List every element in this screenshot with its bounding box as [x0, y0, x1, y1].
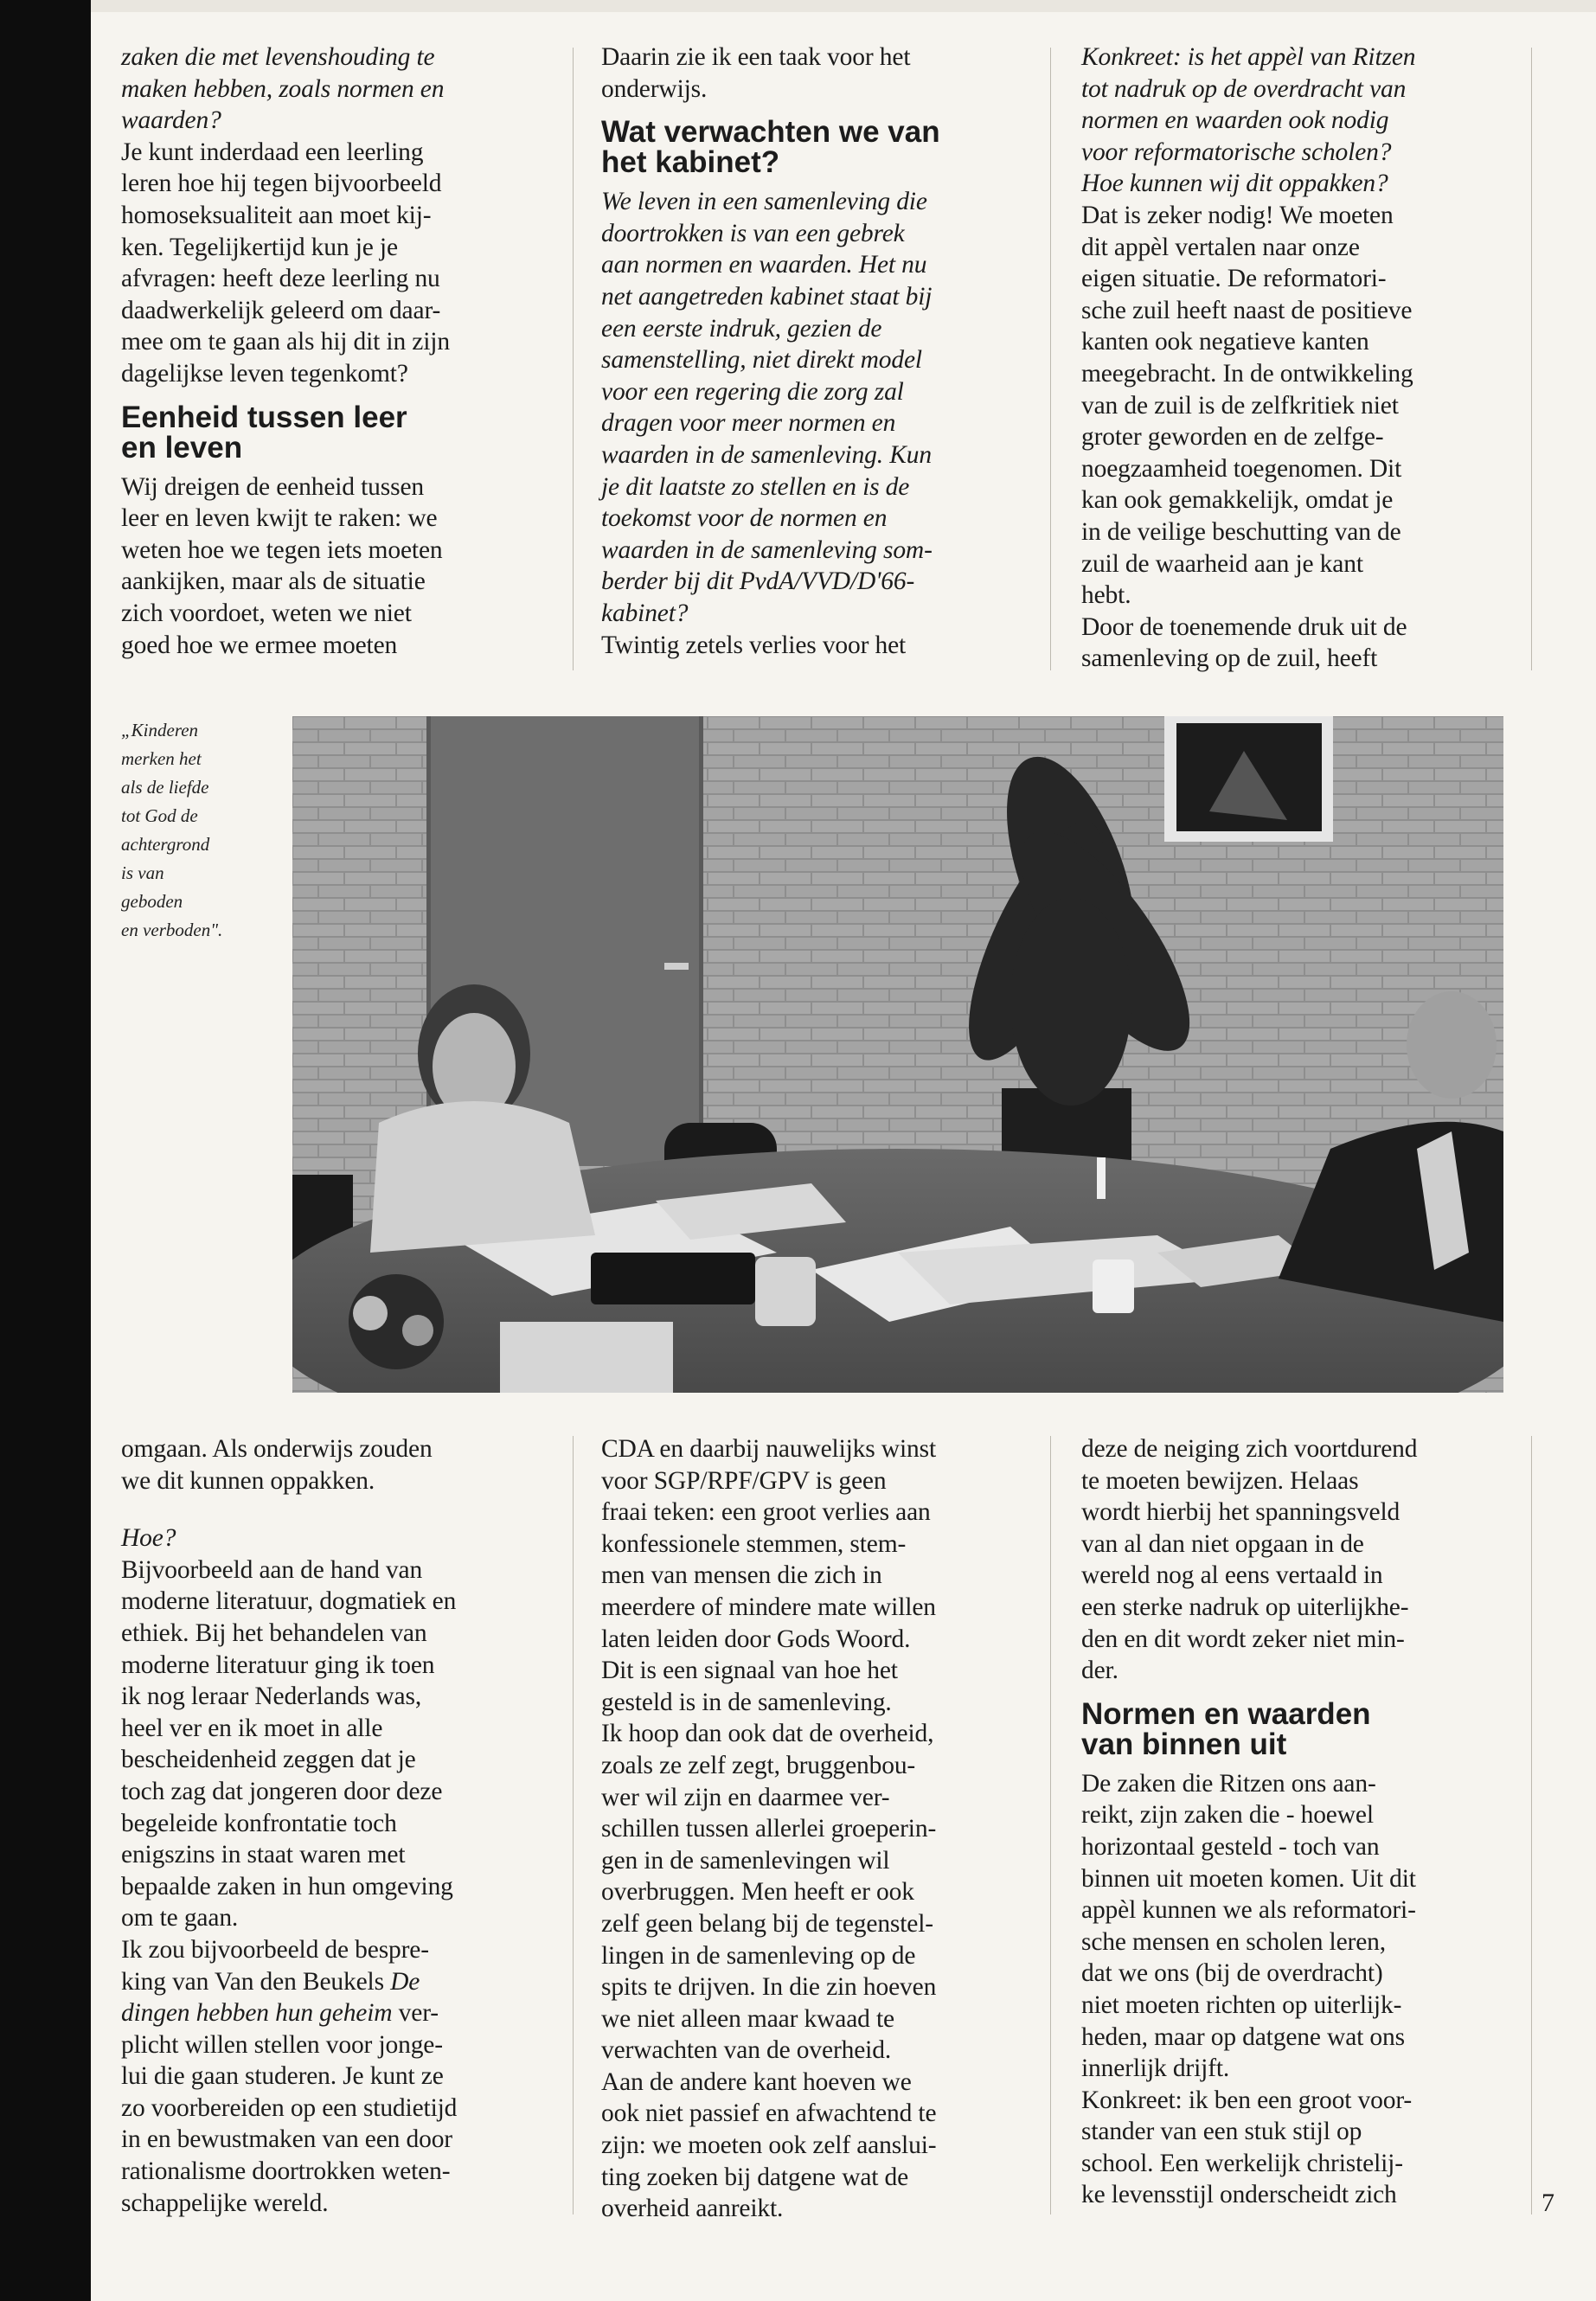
text-line: kanten ook negatieve kanten: [1081, 328, 1369, 356]
text-line: schillen tussen allerlei groeperin-: [601, 1815, 937, 1843]
text-line: zich voordoet, weten we niet: [121, 599, 412, 627]
text-line: weten hoe we tegen iets moeten: [121, 535, 443, 564]
section-heading-line: van binnen uit: [1081, 1727, 1287, 1761]
scan-top-edge: [91, 0, 1596, 12]
text-line: we dit kunnen oppakken.: [121, 1466, 375, 1495]
text-line: moderne literatuur, dogmatiek en: [121, 1587, 457, 1616]
text-line: reikt, zijn zaken die - hoewel: [1081, 1801, 1374, 1830]
text-line: wereld nog al eens vertaald in: [1081, 1561, 1383, 1590]
section-heading-line: Wat verwachten we van: [601, 115, 940, 150]
caption-line: als de liefde: [121, 777, 209, 798]
photo-caption: [121, 716, 222, 945]
text-line: zoals ze zelf zegt, bruggenbou-: [601, 1751, 916, 1779]
text-line: aankijken, maar als de situatie: [121, 567, 426, 596]
column-rule: [573, 1436, 574, 2214]
text-line: sche zuil heeft naast de positieve: [1081, 296, 1413, 324]
text-line: bepaalde zaken in hun omgeving: [121, 1872, 453, 1900]
text-line: ik nog leraar Nederlands was,: [121, 1682, 422, 1711]
text-line: Ik zou bijvoorbeeld de bespre-: [121, 1935, 429, 1964]
text-line: we niet alleen maar kwaad te: [601, 2004, 894, 2033]
text-line: enigszins in staat waren met: [121, 1841, 406, 1869]
italic-text-line: net aangetreden kabinet staat bij: [601, 282, 933, 311]
text-line: De zaken die Ritzen ons aan-: [1081, 1769, 1376, 1798]
column-1-top: [121, 42, 562, 661]
section-heading: [601, 115, 1042, 180]
italic-text-line: aan normen en waarden. Het nu: [601, 251, 927, 279]
text-line: horizontaal gesteld - toch van: [1081, 1832, 1380, 1861]
italic-text-line: kabinet?: [601, 599, 689, 627]
text-line: meegebracht. In de ontwikkeling: [1081, 359, 1413, 388]
text-line: Dit is een signaal van hoe het: [601, 1657, 898, 1685]
section-heading-line: Eenheid tussen leer: [121, 400, 407, 434]
text-line: zijn: we moeten ook zelf aanslui-: [601, 2131, 937, 2160]
text-line: Bijvoorbeeld aan de hand van: [121, 1555, 423, 1584]
text-line: men van mensen die zich in: [601, 1561, 882, 1590]
text-line: gesteld is in de samenleving.: [601, 1688, 892, 1716]
text-line: dingen hebben hun geheim ver-: [121, 1999, 439, 2028]
text-line: Ik hoop dan ook dat de overheid,: [601, 1720, 934, 1748]
text-line: sche mensen en scholen leren,: [1081, 1927, 1386, 1956]
text-line: Je kunt inderdaad een leerling: [121, 138, 424, 166]
section-heading-line: het kabinet?: [601, 145, 780, 180]
text-line: binnen uit moeten komen. Uit dit: [1081, 1864, 1416, 1893]
text-line: van de zuil is de zelfkritiek niet: [1081, 391, 1399, 420]
text-line: van al dan niet opgaan in de: [1081, 1529, 1364, 1558]
text-line: dat we ons (bij de overdracht): [1081, 1959, 1383, 1988]
column-rule: [1050, 48, 1051, 670]
text-line: Door de toenemende druk uit de: [1081, 612, 1407, 641]
text-line: te moeten bewijzen. Helaas: [1081, 1466, 1359, 1495]
text-line: ook niet passief en afwachtend te: [601, 2099, 937, 2128]
text-line: heel ver en ik moet in alle: [121, 1714, 383, 1742]
text-line: dagelijkse leven tegenkomt?: [121, 359, 408, 388]
meeting-photo: [292, 716, 1503, 1393]
column-3-top: [1081, 42, 1522, 675]
text-line: ken. Tegelijkertijd kun je je: [121, 233, 398, 261]
text-line: mee om te gaan als hij dit in zijn: [121, 328, 450, 356]
text-line: homoseksualiteit aan moet kij-: [121, 201, 432, 229]
section-heading-line: Normen en waarden: [1081, 1696, 1371, 1731]
text-line: leer en leven kwijt te raken: we: [121, 504, 438, 533]
text-line: noegzaamheid toegenomen. Dit: [1081, 454, 1402, 483]
text-line: innerlijk drijft.: [1081, 2054, 1230, 2083]
column-rule: [1531, 1436, 1532, 2214]
text-line: zelf geen belang bij de tegenstel-: [601, 1909, 933, 1938]
text-line: gen in de samenlevingen wil: [601, 1846, 890, 1875]
text-line: appèl kunnen we als reformatori-: [1081, 1896, 1416, 1925]
italic-text-line: waarden?: [121, 106, 221, 135]
text-line: Daarin zie ik een taak voor het: [601, 43, 911, 71]
column-2-bottom: [601, 1433, 1042, 2225]
italic-text-line: een eerste indruk, gezien de: [601, 314, 882, 343]
text-line: niet moeten richten op uiterlijk-: [1081, 1990, 1402, 2019]
text-line: Wij dreigen de eenheid tussen: [121, 472, 424, 501]
text-line: spits te drijven. In die zin hoeven: [601, 1973, 937, 2002]
text-line: daadwerkelijk geleerd om daar-: [121, 296, 441, 324]
text-line: moderne literatuur ging ik toen: [121, 1650, 435, 1679]
italic-text-line: je dit laatste zo stellen en is de: [601, 472, 910, 501]
caption-line: „Kinderen: [121, 720, 199, 740]
text-line: lui die gaan studeren. Je kunt ze: [121, 2062, 444, 2091]
text-line: overbruggen. Men heeft er ook: [601, 1878, 914, 1907]
italic-text-line: Hoe?: [121, 1524, 176, 1553]
text-line: CDA en daarbij nauwelijks winst: [601, 1435, 936, 1463]
italic-text-line: voor reformatorische scholen?: [1081, 138, 1392, 166]
caption-line: tot God de: [121, 805, 198, 826]
text-line: voor SGP/RPF/GPV is geen: [601, 1466, 887, 1495]
column-1-bottom: [121, 1433, 562, 2219]
text-line: heden, maar op datgene wat ons: [1081, 2022, 1405, 2051]
text-line: zuil de waarheid aan je kant: [1081, 549, 1363, 578]
text-line: begeleide konfrontatie toch: [121, 1809, 397, 1837]
section-heading-line: en leven: [121, 430, 243, 465]
text-line: leren hoe hij tegen bijvoorbeeld: [121, 170, 442, 198]
text-line: Konkreet: ik ben een groot voor-: [1081, 2086, 1413, 2114]
text-line: der.: [1081, 1657, 1118, 1685]
text-line: samenleving op de zuil, heeft: [1081, 644, 1378, 673]
text-line: lingen in de samenleving op de: [601, 1941, 916, 1970]
column-rule: [1050, 1436, 1051, 2214]
italic-text-line: toekomst voor de normen en: [601, 504, 888, 533]
text-line: toch zag dat jongeren door deze: [121, 1777, 443, 1805]
column-rule: [1531, 48, 1532, 670]
text-line: schappelijke wereld.: [121, 2189, 329, 2217]
caption-line: is van: [121, 862, 164, 883]
page-number: 7: [1542, 2189, 1554, 2217]
paragraph-gap: [121, 1497, 562, 1522]
text-line: overheid aanreikt.: [601, 2195, 784, 2223]
italic-text-line: We leven in een samenleving die: [601, 188, 927, 216]
text-line: eigen situatie. De reformatori-: [1081, 265, 1387, 293]
text-line: kan ook gemakkelijk, omdat je: [1081, 486, 1394, 515]
italic-text-line: normen en waarden ook nodig: [1081, 106, 1389, 135]
italic-text-line: voor een regering die zorg zal: [601, 377, 904, 406]
text-line: den en dit wordt zeker niet min-: [1081, 1625, 1405, 1653]
text-line: plicht willen stellen voor jonge-: [121, 2030, 443, 2059]
column-3-bottom: [1081, 1433, 1522, 2211]
caption-line: en verboden".: [121, 920, 223, 940]
italic-text-line: dragen voor meer normen en: [601, 409, 896, 438]
text-line: Twintig zetels verlies voor het: [601, 631, 907, 659]
scan-binding-edge: [0, 0, 91, 2301]
caption-line: geboden: [121, 891, 183, 912]
text-line: ting zoeken bij datgene wat de: [601, 2163, 909, 2191]
text-line: king van Van den Beukels De: [121, 1967, 420, 1996]
text-line: meerdere of mindere mate willen: [601, 1593, 936, 1621]
text-line: om te gaan.: [121, 1904, 239, 1932]
text-line: hebt.: [1081, 581, 1131, 610]
caption-line: merken het: [121, 748, 202, 769]
text-line: fraai teken: een groot verlies aan: [601, 1498, 931, 1527]
italic-text-line: berder bij dit PvdA/VVD/D'66-: [601, 567, 915, 596]
italic-text-line: Konkreet: is het appèl van Ritzen: [1081, 43, 1416, 71]
text-line: afvragen: heeft deze leerling nu: [121, 265, 440, 293]
column-rule: [573, 48, 574, 670]
italic-text-line: waarden in de samenleving som-: [601, 535, 933, 564]
text-line: onderwijs.: [601, 74, 708, 103]
text-line: Dat is zeker nodig! We moeten: [1081, 201, 1394, 229]
text-line: in en bewustmaken van een door: [121, 2125, 452, 2154]
italic-text-line: maken hebben, zoals normen en: [121, 74, 445, 103]
text-line: deze de neiging zich voortdurend: [1081, 1435, 1418, 1463]
text-line: ke levensstijl onderscheidt zich: [1081, 2181, 1397, 2209]
text-line: stander van een stuk stijl op: [1081, 2118, 1362, 2146]
section-heading: [1081, 1696, 1522, 1761]
column-2-top: [601, 42, 1042, 661]
italic-text-line: waarden in de samenleving. Kun: [601, 440, 932, 469]
italic-text-line: tot nadruk op de overdracht van: [1081, 74, 1407, 103]
text-line: ethiek. Bij het behandelen van: [121, 1618, 427, 1647]
text-line: school. Een werkelijk christelij-: [1081, 2149, 1403, 2177]
italic-text-line: samenstelling, niet direkt model: [601, 346, 922, 375]
text-line: zo voorbereiden op een studietijd: [121, 2093, 458, 2122]
text-line: in de veilige beschutting van de: [1081, 517, 1401, 546]
text-line: omgaan. Als onderwijs zouden: [121, 1435, 433, 1463]
section-heading: [121, 402, 562, 463]
text-line: laten leiden door Gods Woord.: [601, 1625, 911, 1653]
text-line: wordt hierbij het spanningsveld: [1081, 1498, 1401, 1527]
text-line: goed hoe we ermee moeten: [121, 631, 398, 659]
text-line: bescheidenheid zeggen dat je: [121, 1746, 416, 1774]
text-line: rationalisme doortrokken weten-: [121, 2157, 451, 2186]
text-line: een sterke nadruk op uiterlijkhe-: [1081, 1593, 1409, 1621]
text-line: Aan de andere kant hoeven we: [601, 2067, 912, 2096]
italic-text-line: zaken die met levenshouding te: [121, 43, 435, 71]
caption-line: achtergrond: [121, 834, 210, 855]
text-line: groter geworden en de zelfge-: [1081, 423, 1384, 452]
text-line: verwachten van de overheid.: [601, 2036, 892, 2065]
italic-text-line: doortrokken is van een gebrek: [601, 219, 905, 247]
text-line: dit appèl vertalen naar onze: [1081, 233, 1360, 261]
text-line: wer wil zijn en daarmee ver-: [601, 1783, 890, 1811]
italic-text-line: Hoe kunnen wij dit oppakken?: [1081, 170, 1388, 198]
text-line: konfessionele stemmen, stem-: [601, 1529, 907, 1558]
